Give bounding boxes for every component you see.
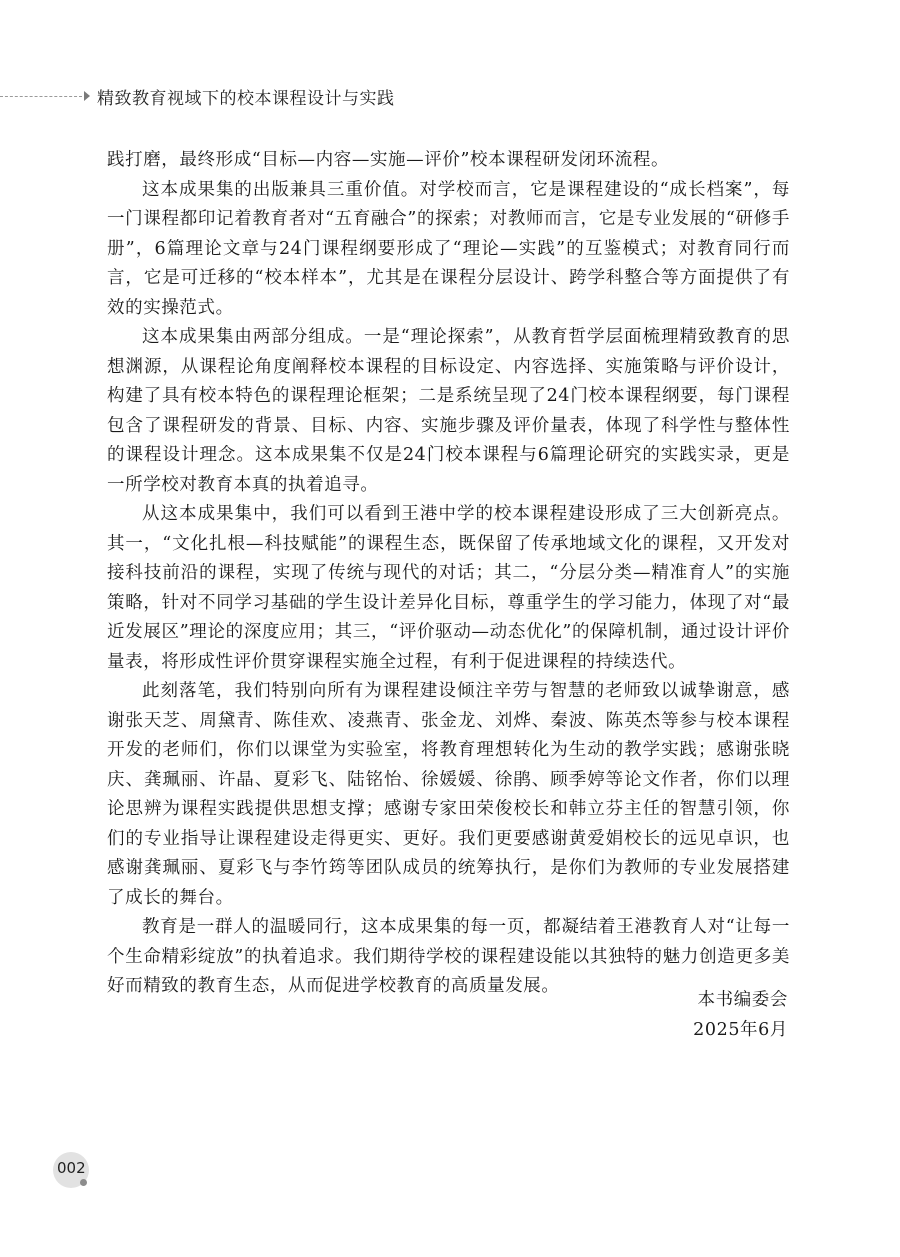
signature-block [693,985,788,1045]
paragraph-value: 这本成果集的出版兼具三重价值。对学校而言，它是课程建设的“成长档案”，每一门课程都印记着教育者对“五育融合”的探索；对教师而言，它是专业发展的“研修手册”，6篇理论文章与24门课程纲要形成了“理论—实践”的互鉴模式；对教育同行而言，它是可迁移的“校本样本”，尤其是在课程分层设计、跨学科整合等方面提供了有效的实操范式。 [107,179,790,318]
paragraph-thanks: 此刻落笔，我们特别向所有为课程建设倾注辛劳与智慧的老师致以诚挚谢意，感谢张天芝、周黛青、陈佳欢、凌燕青、张金龙、刘烨、秦波、陈英杰等参与校本课程开发的老师们，你们以课堂为实验室，将教育理想转化为生动的教学实践；感谢张晓庆、龚珮丽、许晶、夏彩飞、陆铭怡、徐媛媛、徐鹃、顾季婷等论文作者，你们以理论思辨为课程实践提供思想支撑；感谢专家田荣俊校长和韩立芬主任的智慧引领，你们的专业指导让课程建设走得更实、更好。我们更要感谢黄爱娟校长的远见卓识，也感谢龚珮丽、夏彩飞与李竹筠等团队成员的统筹执行，是你们为教师的专业发展搭建了成长的舞台。 [107,681,790,908]
page-dot-icon [80,1179,87,1186]
signature-date: 2025年6月 [693,1020,788,1040]
header-dashed-rule [0,96,82,97]
signature-org: 本书编委会 [697,990,788,1010]
paragraph-closing: 教育是一群人的温暖同行，这本成果集的每一页，都凝结着王港教育人对“让每一个生命精彩绽放”的执着追求。我们期待学校的课程建设能以其独特的魅力创造更多美好而精致的教育生态，从而促进学校教育的高质量发展。 [107,917,790,996]
running-header [0,82,900,112]
book-title: 精致教育视域下的校本课程设计与实践 [97,89,395,109]
body-text [107,146,790,1002]
header-arrow-icon [84,91,90,101]
paragraph-continuation: 践打磨，最终形成“目标—内容—实施—评价”校本课程研发闭环流程。 [107,150,670,170]
paragraph-structure: 这本成果集由两部分组成。一是“理论探索”，从教育哲学层面梳理精致教育的思想渊源，从课程论角度阐释校本课程的目标设定、内容选择、实施策略与评价设计，构建了具有校本特色的课程理论框架；二是系统呈现了24门校本课程纲要，每门课程包含了课程研发的背景、目标、内容、实施步骤及评价量表，体现了科学性与整体性的课程设计理念。这本成果集不仅是24门校本课程与6篇理论研究的实践实录，更是一所学校对教育本真的执着追寻。 [107,327,790,495]
paragraph-highlights: 从这本成果集中，我们可以看到王港中学的校本课程建设形成了三大创新亮点。其一，“文化扎根—科技赋能”的课程生态，既保留了传承地域文化的课程，又开发对接科技前沿的课程，实现了传统与现代的对话；其二，“分层分类—精准育人”的实施策略，针对不同学习基础的学生设计差异化目标，尊重学生的学习能力，体现了对“最近发展区”理论的深度应用；其三，“评价驱动—动态优化”的保障机制，通过设计评价量表，将形成性评价贯穿课程实施全过程，有利于促进课程的持续迭代。 [107,504,790,672]
page-number: 002 [57,1159,86,1177]
